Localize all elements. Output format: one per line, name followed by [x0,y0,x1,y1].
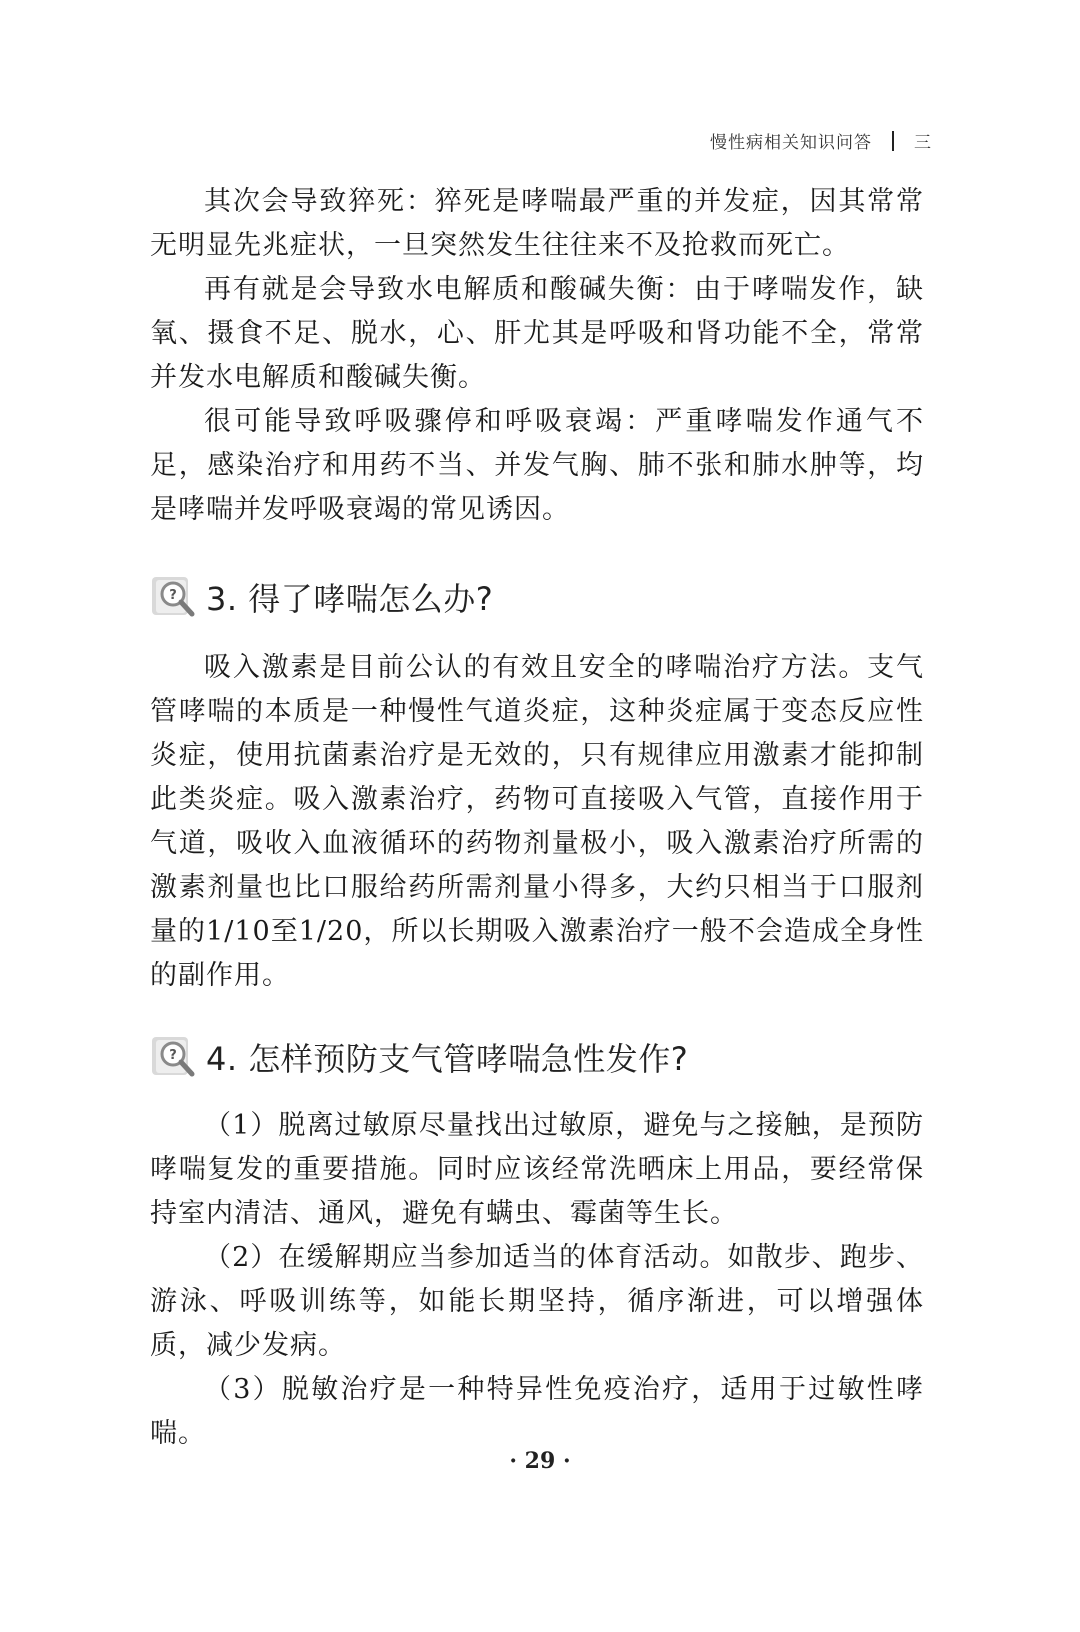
paragraph: （1）脱离过敏原尽量找出过敏原，避免与之接触，是预防哮喘复发的重要措施。同时应该经常洗晒床上用品，要经常保持室内清洁、通风，避免有螨虫、霉菌等生长。 [150,1110,924,1229]
section-3-body [150,646,924,998]
paragraph: 其次会导致猝死：猝死是哮喘最严重的并发症，因其常常无明显先兆症状，一旦突然发生往往来不及抢救而死亡。 [150,186,924,261]
svg-text:?: ? [169,588,177,603]
section-title: 4. 怎样预防支气管哮喘急性发作? [206,1040,689,1078]
section-title: 3. 得了哮喘怎么办? [206,580,494,618]
section-heading-3 [150,574,493,620]
book-title: 慢性病相关知识问答 [710,133,872,153]
chapter-number: 三 [914,133,932,153]
section-4-body [150,1104,924,1456]
paragraph: （2）在缓解期应当参加适当的体育活动。如散步、跑步、游泳、呼吸训练等，如能长期坚持，循序渐进，可以增强体质，减少发病。 [150,1242,924,1361]
section-heading-4 [150,1034,688,1080]
running-header [710,128,932,153]
page-number: · 29 · [509,1448,571,1474]
question-magnifier-icon [150,1034,200,1080]
paragraph: 很可能导致呼吸骤停和呼吸衰竭：严重哮喘发作通气不足，感染治疗和用药不当、并发气胸、肺不张和肺水肿等，均是哮喘并发呼吸衰竭的常见诱因。 [150,406,924,525]
paragraph: 吸入激素是目前公认的有效且安全的哮喘治疗方法。支气管哮喘的本质是一种慢性气道炎症，这种炎症属于变态反应性炎症，使用抗菌素治疗是无效的，只有规律应用激素才能抑制此类炎症。吸入激素治疗，药物可直接吸入气管，直接作用于气道，吸收入血液循环的药物剂量极小，吸入激素治疗所需的激素剂量也比口服给药所需剂量小得多，大约只相当于口服剂量的1/10至1/20，所以长期吸入激素治疗一般不会造成全身性的副作用。 [150,652,924,991]
svg-text:?: ? [169,1048,177,1063]
paragraph: 再有就是会导致水电解质和酸碱失衡：由于哮喘发作，缺氧、摄食不足、脱水，心、肝尤其是呼吸和肾功能不全，常常并发水电解质和酸碱失衡。 [150,274,924,393]
header-divider [892,131,894,151]
question-magnifier-icon [150,574,200,620]
paragraph: （3）脱敏治疗是一种特异性免疫治疗，适用于过敏性哮喘。 [150,1374,924,1449]
intro-paragraphs [150,180,924,532]
